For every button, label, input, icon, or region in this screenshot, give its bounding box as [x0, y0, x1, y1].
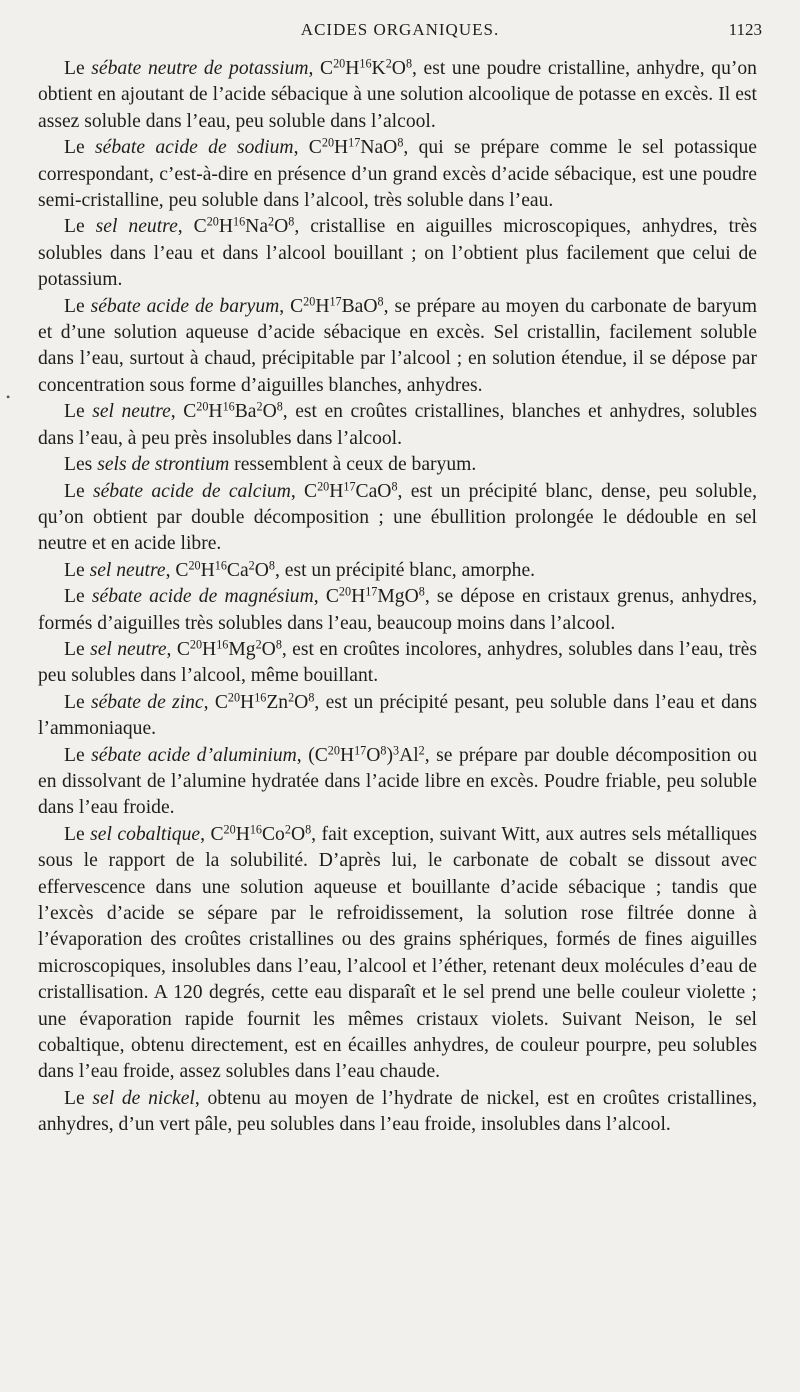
text-run: , est un précipité blanc, amorphe. [274, 559, 536, 581]
text-run: O [366, 744, 381, 766]
compound-name: sels de strontium [97, 454, 230, 476]
paragraph [38, 690, 757, 743]
running-header [0, 20, 800, 46]
text-run: O [254, 559, 269, 581]
text-run: Le [64, 216, 96, 238]
formula-index: 16 [254, 690, 267, 705]
text-run: , se prépare par double décomposition ou en dissolvant de l’alumine hydratée dans l’acide libre en excès. Poudre friable, peu soluble dans l’eau froide. [38, 744, 757, 819]
text-run: , C [290, 480, 318, 502]
text-run: Le [64, 58, 92, 79]
text-run: CaO [355, 480, 392, 502]
formula-index: 8 [418, 584, 425, 599]
formula-index: 20 [303, 293, 316, 308]
formula-index: 20 [189, 637, 203, 652]
formula-index: 20 [321, 135, 335, 150]
compound-name: sébate acide de baryum [90, 295, 280, 317]
text-run: Le [64, 586, 92, 608]
text-run: , C [293, 137, 322, 159]
formula-index: 16 [214, 558, 227, 573]
formula-index: 17 [354, 742, 367, 757]
paragraph [38, 214, 757, 293]
compound-name: sébate neutre de potassium [91, 58, 309, 79]
text-run: O [294, 691, 309, 713]
text-run: , C [166, 638, 190, 660]
compound-name: sel de nickel [92, 1087, 195, 1109]
formula-index: 20 [317, 478, 330, 493]
text-run: , (C [296, 744, 328, 766]
text-run: BaO [341, 295, 378, 317]
text-run: , C [203, 691, 228, 713]
formula-index: 20 [206, 214, 219, 229]
text-run: NaO [360, 137, 398, 159]
margin-mark: • [6, 390, 11, 404]
text-run: O [262, 401, 277, 423]
text-run: O [261, 638, 276, 660]
paragraph [38, 135, 757, 214]
formula-index: 8 [308, 690, 315, 705]
formula-index: 8 [268, 558, 275, 573]
paragraph [38, 637, 757, 690]
text-run: , C [165, 559, 189, 581]
compound-name: sébate acide d’aluminium [91, 744, 297, 766]
formula-index: 20 [333, 56, 346, 71]
compound-name: sébate acide de sodium [95, 137, 294, 159]
text-run: , C [279, 295, 304, 317]
text-run: Le [64, 401, 93, 423]
text-run: H [208, 401, 223, 423]
formula-index: 8 [380, 742, 387, 757]
formula-index: 2 [268, 214, 275, 229]
text-run: , est un précipité blanc, dense, peu soluble, qu’on obtient par double décomposition ; une ébullition prolongée le dédouble en sel neutre et en acide libre. [38, 480, 757, 555]
text-run: Le [64, 480, 93, 502]
formula-index: 2 [418, 742, 425, 757]
text-run: , qui se prépare comme le sel potassique correspondant, c’est-à-dire en présence d’un grand excès d’acide sébacique, est une poudre semi-cristalline, peu soluble dans l’alcool, très soluble dans l’eau. [38, 137, 757, 212]
text-run: H [315, 295, 330, 317]
text-run: , C [177, 216, 207, 238]
text-run: H [351, 586, 366, 608]
text-run: O [290, 823, 306, 845]
text-run: H [329, 480, 344, 502]
text-run: , C [308, 58, 334, 79]
text-run: Co [261, 823, 285, 845]
text-run: H [334, 137, 349, 159]
text-run: ressemblent à ceux de baryum. [229, 454, 477, 476]
formula-index: 20 [188, 558, 201, 573]
formula-index: 8 [391, 478, 398, 493]
text-run: O [274, 216, 289, 238]
formula-index: 17 [329, 293, 342, 308]
text-run: Le [64, 823, 91, 845]
formula-index: 8 [397, 135, 404, 150]
body-text [38, 56, 757, 1139]
formula-index: 16 [359, 56, 372, 71]
text-run: Na [245, 216, 269, 238]
text-run: , obtenu au moyen de l’hydrate de nickel, est en croûtes cristallines, anhydres, d’un vert pâle, peu solubles dans l’eau froide, insolubles dans l’alcool. [38, 1087, 757, 1136]
paragraph [38, 479, 757, 558]
paragraph [38, 294, 757, 400]
running-title: ACIDES ORGANIQUES. [300, 20, 500, 39]
text-run: Le [64, 691, 91, 713]
compound-name: sébate acide de magnésium [91, 586, 314, 608]
paragraph [38, 822, 757, 1086]
text-run: H [202, 638, 217, 660]
formula-index: 8 [275, 637, 282, 652]
text-run: Ca [226, 559, 249, 581]
text-run: , C [313, 586, 339, 608]
text-run: Mg [228, 638, 256, 660]
formula-index: 20 [223, 822, 236, 837]
formula-index: 17 [348, 135, 361, 150]
formula-index: 2 [284, 822, 291, 837]
paragraph [38, 56, 757, 135]
compound-name: sébate de zinc [90, 691, 204, 713]
text-run: , cristallise en aiguilles microscopiques, anhydres, très solubles dans l’eau et dans l’alcool bouillant ; on l’obtient plus facilement que celui de potassium. [38, 216, 757, 291]
text-run: K [371, 58, 386, 79]
text-run: Le [64, 137, 95, 159]
formula-index: 20 [327, 742, 340, 757]
formula-index: 16 [233, 214, 246, 229]
text-run: H [235, 823, 250, 845]
formula-index: 16 [222, 399, 235, 414]
formula-index: 8 [377, 293, 384, 308]
text-run: , est un précipité pesant, peu soluble dans l’eau et dans l’ammoniaque. [38, 691, 757, 740]
compound-name: sel neutre [89, 559, 166, 581]
formula-index: 8 [305, 822, 312, 837]
text-run: , C [170, 401, 197, 423]
formula-index: 2 [256, 399, 263, 414]
page-number: 1123 [728, 20, 762, 39]
text-run: H [200, 559, 215, 581]
text-run: H [240, 691, 255, 713]
compound-name: sel neutre [95, 216, 178, 238]
compound-name: sel cobaltique [90, 823, 201, 845]
text-run: , est en croûtes incolores, anhydres, solubles dans l’eau, très peu solubles dans l’alcool, même bouillant. [38, 638, 757, 687]
text-run: Le [64, 559, 90, 581]
formula-index: 8 [276, 399, 283, 414]
formula-index: 2 [255, 637, 262, 652]
compound-name: sébate acide de calcium [92, 480, 291, 502]
text-run: O [391, 58, 406, 79]
formula-index: 17 [343, 478, 356, 493]
paragraph [38, 743, 757, 822]
formula-index: 20 [227, 690, 241, 705]
text-run: , C [200, 823, 224, 845]
formula-index: 8 [288, 214, 295, 229]
text-run: , se prépare au moyen du carbonate de baryum et d’une solution aqueuse d’acide sébacique en excès. Sel cristallin, facilement soluble dans l’eau, surtout à chaud, précipitable par l’alcool ; en solution étendue, il se dépose par concentration sous forme d’aiguilles blanches, anhydres. [38, 295, 757, 396]
formula-index: 2 [385, 56, 392, 71]
formula-index: 16 [216, 637, 229, 652]
text-run: Le [64, 744, 92, 766]
paragraph [38, 1086, 757, 1139]
formula-index: 17 [365, 584, 378, 599]
formula-index: 20 [196, 399, 209, 414]
paragraph [38, 584, 757, 637]
paragraph [38, 399, 757, 452]
text-run: H [345, 58, 360, 79]
formula-index: 16 [249, 822, 262, 837]
text-run: H [218, 216, 234, 238]
formula-index: 20 [338, 584, 352, 599]
formula-index: 3 [393, 742, 400, 757]
text-run: Zn [266, 691, 289, 713]
text-run: , est en croûtes cristallines, blanches et anhydres, solubles dans l’eau, à peu près insolubles dans l’alcool. [38, 401, 757, 449]
text-run: Le [64, 638, 91, 660]
text-run: ) [386, 744, 393, 766]
text-run: Al [399, 744, 419, 766]
paragraph [38, 452, 757, 478]
formula-index: 2 [248, 558, 255, 573]
text-run: Le [64, 1087, 93, 1109]
text-run: H [339, 744, 355, 766]
paragraph [38, 558, 757, 584]
formula-index: 8 [405, 56, 413, 71]
text-run: Ba [234, 401, 257, 423]
text-run: , est une poudre cristalline, anhydre, qu’on obtient en ajoutant de l’acide sébacique à une solution alcoolique de potasse en excès. Il est assez soluble dans l’eau, peu soluble dans l’alcool. [38, 58, 757, 132]
formula-index: 2 [288, 690, 295, 705]
text-run: Le [64, 295, 91, 317]
text-run: Les [64, 454, 98, 476]
text-run: , fait exception, suivant Witt, aux autres sels métalliques sous le rapport de la solubilité. D’après lui, le carbonate de cobalt se dissout avec effervescence dans une solution aqueuse et bouillante d’acide sébacique ; tandis que l’excès d’acide se sépare par le refroidissement, la solution rose filtrée donne à l’évaporation des croûtes cristallines ou des grains sphériques, formés de fines aiguilles microscopiques, insolubles dans l’eau, l’alcool et l’éther, retenant deux molécules d’eau de cristallisation. A 120 degrés, cette eau disparaît et le sel prend une belle couleur violette ; une évaporation rapide fournit les mêmes cristaux violets. Suivant Neison, le sel cobaltique, obtenu directement, est en écailles anhydres, de couleur pourpre, peu solubles dans l’eau froide, assez solubles dans l’eau chaude. [38, 823, 757, 1083]
compound-name: sel neutre [92, 401, 171, 423]
text-run: MgO [377, 586, 419, 608]
text-run: , se dépose en cristaux grenus, anhydres, formés d’aiguilles très solubles dans l’eau, beaucoup moins dans l’alcool. [38, 586, 757, 634]
compound-name: sel neutre [90, 638, 167, 660]
